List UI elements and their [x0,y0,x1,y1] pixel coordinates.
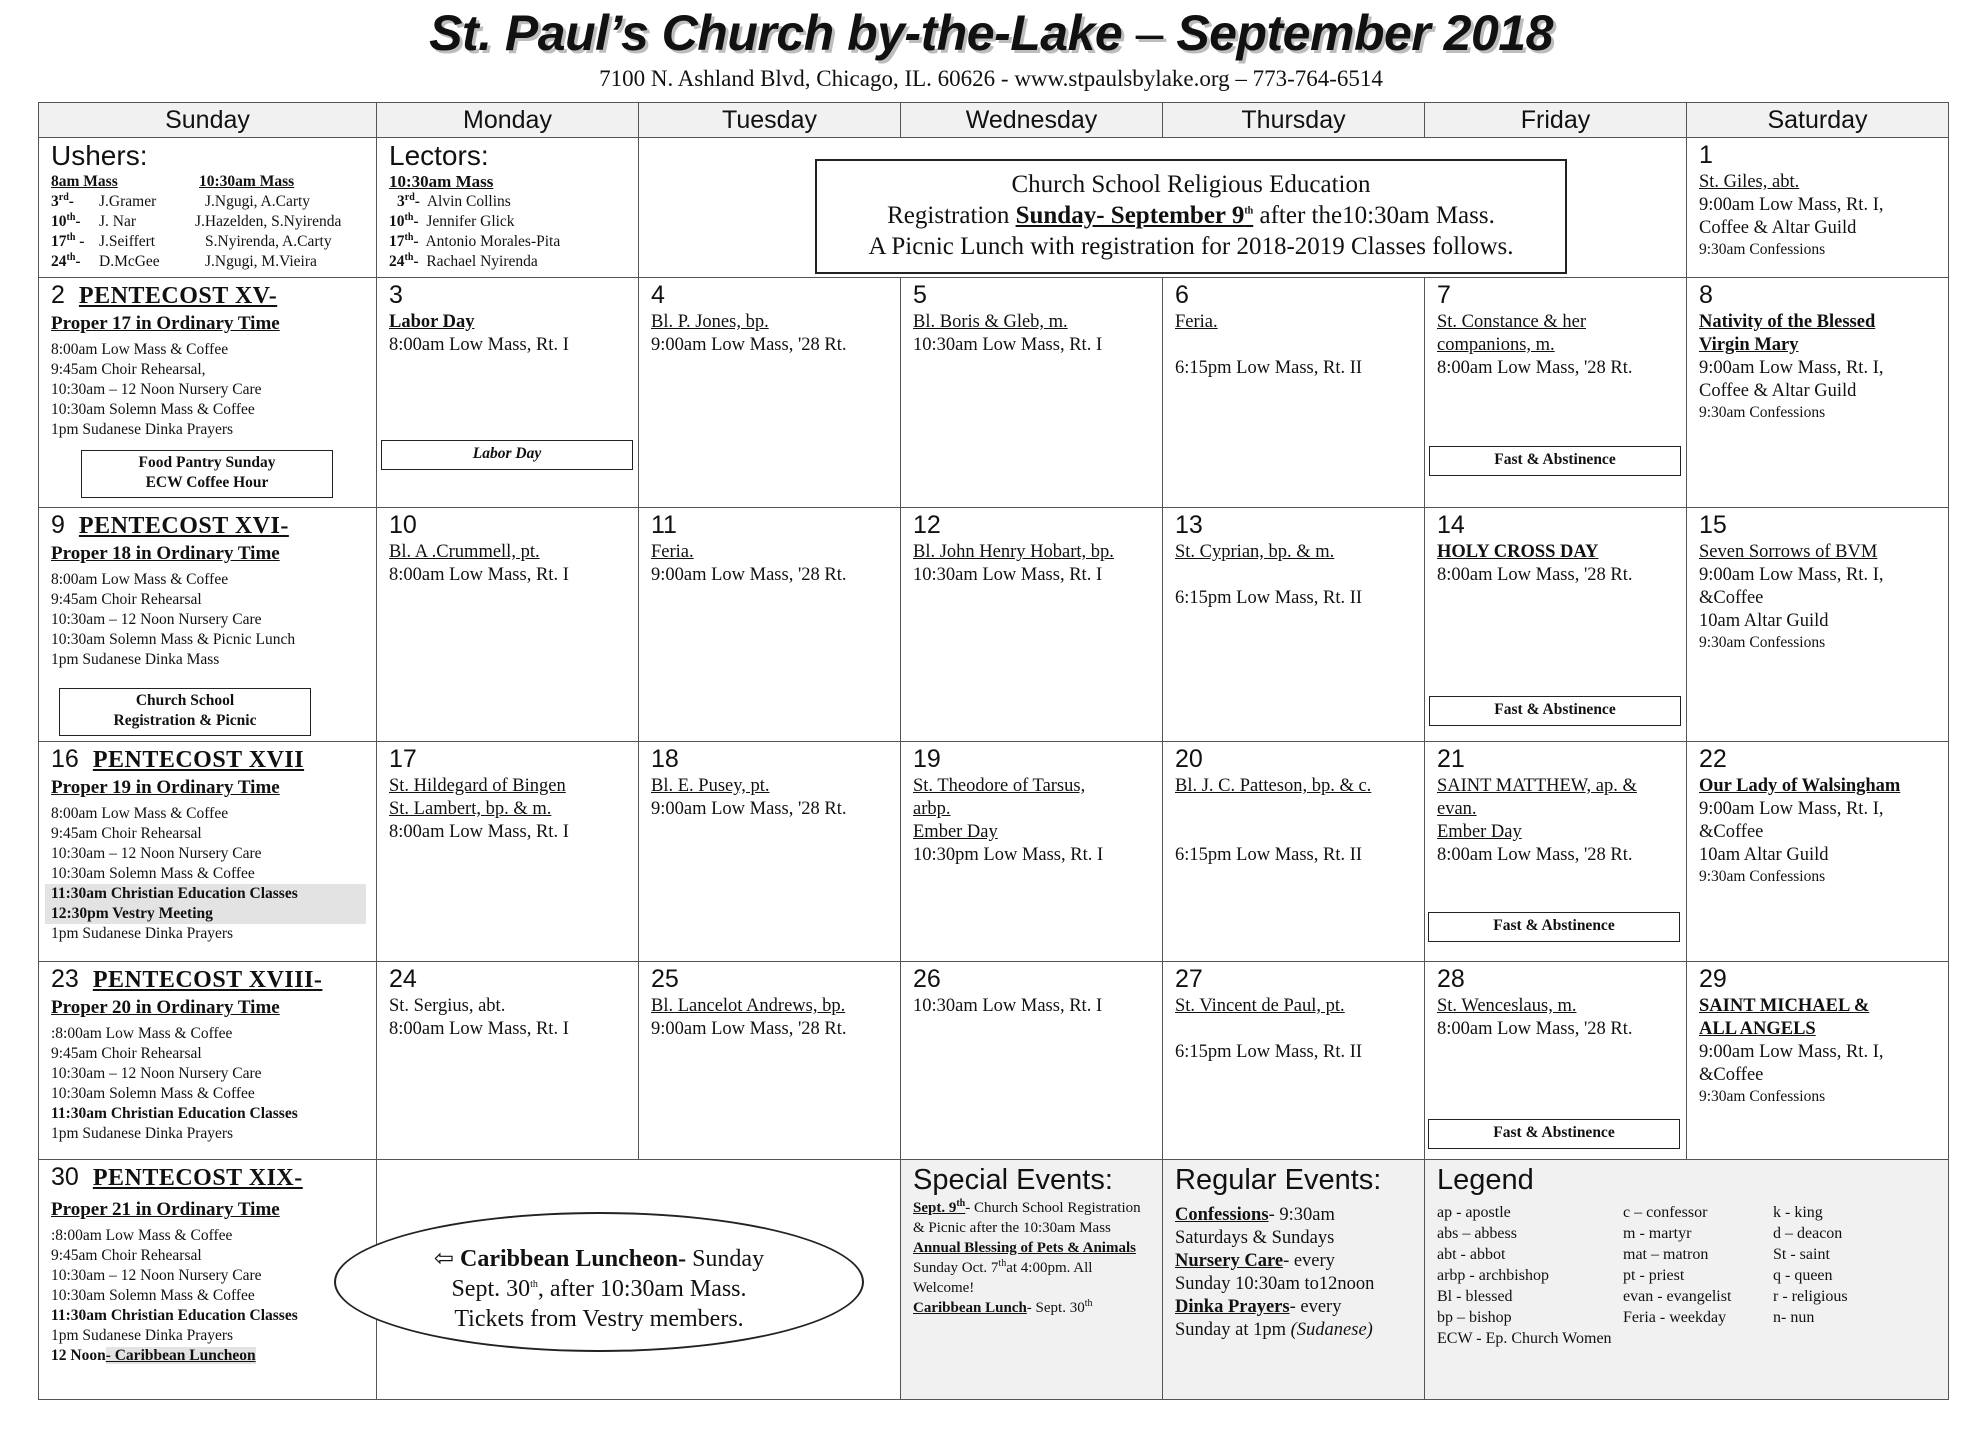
feast-label-cont: evan. [1437,799,1477,819]
regular-event-item-cont: Sunday at 1pm (Sudanese) [1175,1320,1373,1340]
mass-time: 6:15pm Low Mass, Rt. II [1175,588,1363,608]
event-line: 9:45am Choir Rehearsal [51,1247,202,1264]
legend-table [1437,1202,1848,1328]
event-line: 9:45am Choir Rehearsal [51,1045,202,1062]
pentecost-label: PENTECOST XIX- [92,1165,303,1191]
ushers-row: 3rd- J.Gramer J.Ngugi, A.Carty [51,191,311,210]
proper-label: Proper 20 in Ordinary Time [51,997,280,1018]
day-cell-7 [1425,278,1687,508]
day-number: 21 [1437,745,1465,773]
caribbean-line-2: Sept. 30th, after 10:30am Mass. [451,1276,747,1302]
special-event-item: Annual Blessing of Pets & Animals Sunday Oct. 7that 4:00pm. All Welcome! [913,1240,1136,1296]
lectors-row: 24th- Rachael Nyirenda [389,251,538,270]
fast-abstinence-box: Fast & Abstinence [1429,696,1681,726]
ushers-row: 17th - J.Seiffert S.Nyirenda, A.Carty [51,231,332,250]
confessions-line: 9:30am Confessions [1699,241,1826,258]
event-line: :8:00am Low Mass & Coffee [51,1025,233,1042]
event-line: 10:30am – 12 Noon Nursery Care [51,611,262,628]
day-cell-6 [1163,278,1425,508]
mass-time: 6:15pm Low Mass, Rt. II [1175,1042,1363,1062]
day-cell-24 [377,962,639,1160]
page-title [0,4,1982,62]
registration-notice [815,159,1567,274]
highlighted-event: 12:30pm Vestry Meeting [45,904,366,924]
labor-day-box: Labor Day [381,440,633,470]
weekday-header-monday: Monday [377,103,639,138]
feast-label-cont: Virgin Mary [1699,335,1799,355]
event-line: 10am Altar Guild [1699,845,1829,865]
feast-label: Feria. [1175,312,1218,332]
mass-time: 10:30pm Low Mass, Rt. I [913,845,1104,865]
day-cell-12 [901,508,1163,742]
proper-label: Proper 21 in Ordinary Time [51,1199,280,1220]
feast-label: St. Cyprian, bp. & m. [1175,542,1335,562]
day-cell-8 [1687,278,1949,508]
event-line: 1pm Sudanese Dinka Mass [51,651,220,668]
pentecost-label: PENTECOST XVIII- [92,967,323,993]
ember-day-label: Ember Day [1437,822,1522,842]
feast-label: St. Theodore of Tarsus, [913,776,1086,796]
day-cell-23 [39,962,377,1160]
lectors-row: 10th- Jennifer Glick [389,211,515,230]
event-line: 11:30am Christian Education Classes [51,1307,298,1324]
legend-row: bp – bishop Feria - weekday n- nun [1437,1309,1815,1326]
day-number: 23 [51,965,79,993]
pentecost-label: PENTECOST XV- [78,283,278,309]
mass-time: 8:00am Low Mass, '28 Rt. [1437,1019,1633,1039]
registration-line-2: Registration Sunday- September 9th after the10:30am Mass. [887,202,1495,229]
regular-event-item: Dinka Prayers- every [1175,1297,1342,1317]
mass-time: 9:00am Low Mass, '28 Rt. [651,565,847,585]
event-line: 10:30am Solemn Mass & Coffee [51,865,255,882]
registration-line-3: A Picnic Lunch with registration for 2018-2019 Classes follows. [868,233,1514,260]
feast-label-cont: arbp. [913,799,951,819]
event-line: 1pm Sudanese Dinka Prayers [51,1125,234,1142]
event-line: 1pm Sudanese Dinka Prayers [51,1327,234,1344]
day-number: 10 [389,511,417,539]
feast-label: Bl. A .Crummell, pt. [389,542,540,562]
feast-label: Bl. E. Pusey, pt. [651,776,770,796]
day-number: 22 [1699,745,1727,773]
mass-time: 9:00am Low Mass, Rt. I, [1699,799,1884,819]
feast-label-cont: ALL ANGELS [1699,1019,1816,1039]
day-cell-2 [39,278,377,508]
ushers-row: 24th- D.McGee J.Ngugi, M.Vieira [51,251,317,270]
feast-label: St. Wenceslaus, m. [1437,996,1577,1016]
day-cell-26 [901,962,1163,1160]
day-cell-9 [39,508,377,742]
lectors-title: Lectors: [389,140,489,171]
event-line: 9:45am Choir Rehearsal [51,825,202,842]
proper-label: Proper 17 in Ordinary Time [51,313,280,334]
event-line: 10:30am Solemn Mass & Coffee [51,1085,255,1102]
caribbean-luncheon-line: 12 Noon- Caribbean Luncheon [51,1347,256,1364]
event-line: 10:30am – 12 Noon Nursery Care [51,1267,262,1284]
feast-label: St. Hildegard of Bingen [389,776,566,796]
day-cell-3 [377,278,639,508]
ushers-cell [39,138,377,278]
feast-label: Our Lady of Walsingham [1699,776,1901,796]
weekday-header-tuesday: Tuesday [639,103,901,138]
day-number: 14 [1437,511,1465,539]
ushers-title: Ushers: [51,140,148,171]
mass-time: 8:00am Low Mass, '28 Rt. [1437,565,1633,585]
day-cell-19 [901,742,1163,962]
feast-label: Feria. [651,542,694,562]
ushers-1030-head: 10:30am Mass [199,173,295,190]
weekday-header-friday: Friday [1425,103,1687,138]
day-number: 13 [1175,511,1203,539]
feast-label: Nativity of the Blessed [1699,312,1876,332]
day-number: 1 [1699,141,1713,169]
mass-time: 6:15pm Low Mass, Rt. II [1175,358,1363,378]
ember-day-label: Ember Day [913,822,998,842]
lectors-row: 17th- Antonio Morales-Pita [389,231,561,250]
day-cell-4 [639,278,901,508]
day-number: 6 [1175,281,1189,309]
day-number: 9 [51,511,65,539]
day-number: 15 [1699,511,1727,539]
special-event-item: Caribbean Lunch- Sept. 30th [913,1298,1093,1316]
fast-abstinence-box: Fast & Abstinence [1428,912,1680,942]
mass-time: 8:00am Low Mass, Rt. I [389,822,569,842]
day-number: 26 [913,965,941,993]
event-line: 10am Altar Guild [1699,611,1829,631]
regular-event-item-cont: Sunday 10:30am to12noon [1175,1274,1375,1294]
feast-label: Labor Day [389,312,475,332]
day-number: 24 [389,965,417,993]
legend-title: Legend [1437,1164,1534,1196]
mass-time: 8:00am Low Mass, '28 Rt. [1437,845,1633,865]
day-cell-10 [377,508,639,742]
event-line: 8:00am Low Mass & Coffee [51,805,229,822]
day-number: 20 [1175,745,1203,773]
day-number: 4 [651,281,665,309]
day-number: 12 [913,511,941,539]
regular-event-item: Nursery Care- every [1175,1251,1335,1271]
mass-time: 10:30am Low Mass, Rt. I [913,565,1103,585]
event-line: 1pm Sudanese Dinka Prayers [51,421,234,438]
caribbean-luncheon-callout [334,1212,864,1352]
pentecost-label: PENTECOST XVII [92,747,305,773]
event-line: 10:30am – 12 Noon Nursery Care [51,845,262,862]
feast-label: St. Constance & her [1437,312,1587,332]
weekday-header-saturday: Saturday [1687,103,1949,138]
day-cell-1 [1687,138,1949,278]
mass-time: 8:00am Low Mass, Rt. I [389,1019,569,1039]
mass-time: 9:00am Low Mass, Rt. I, [1699,1042,1884,1062]
regular-events-title: Regular Events: [1175,1164,1382,1196]
ushers-table [51,172,341,272]
event-line: &Coffee [1699,822,1764,842]
legend-row: ap - apostle c – confessor k - king [1437,1204,1823,1221]
event-line: &Coffee [1699,1065,1764,1085]
feast-label: Bl. Boris & Gleb, m. [913,312,1068,332]
day-cell-29 [1687,962,1949,1160]
mass-time: 6:15pm Low Mass, Rt. II [1175,845,1363,865]
day-number: 29 [1699,965,1727,993]
special-events-title: Special Events: [913,1164,1113,1196]
title-dash: – [1135,5,1163,61]
day-cell-16 [39,742,377,962]
day-cell-14 [1425,508,1687,742]
mass-time: 8:00am Low Mass, Rt. I [389,565,569,585]
mass-time: 9:00am Low Mass, '28 Rt. [651,335,847,355]
event-line: 9:45am Choir Rehearsal, [51,361,206,378]
event-line: 10:30am – 12 Noon Nursery Care [51,381,262,398]
legend-cell [1425,1160,1949,1400]
proper-label: Proper 18 in Ordinary Time [51,543,280,564]
day-number: 27 [1175,965,1203,993]
legend-row: abt - abbot mat – matron St - saint [1437,1246,1830,1263]
left-arrow-icon: ⇦ [433,1246,455,1272]
feast-label: Bl. J. C. Patteson, bp. & c. [1175,776,1372,796]
legend-footer: ECW - Ep. Church Women [1437,1330,1612,1347]
legend-row: arbp - archbishop pt - priest q - queen [1437,1267,1833,1284]
day-number: 19 [913,745,941,773]
event-line: 8:00am Low Mass & Coffee [51,571,229,588]
church-address: 7100 N. Ashland Blvd, Chicago, IL. 60626 - www.stpaulsbylake.org – 773-764-6514 [599,66,1383,91]
weekday-header-wednesday: Wednesday [901,103,1163,138]
caribbean-line-3: Tickets from Vestry members. [454,1306,744,1332]
day-number: 25 [651,965,679,993]
event-line: 10:30am Solemn Mass & Picnic Lunch [51,631,296,648]
event-line: 11:30am Christian Education Classes [51,1105,298,1122]
mass-time: 8:00am Low Mass, Rt. I [389,335,569,355]
event-line: 10:30am Solemn Mass & Coffee [51,401,255,418]
feast-label: HOLY CROSS DAY [1437,542,1599,562]
registration-line-1: Church School Religious Education [1011,171,1371,198]
proper-label: Proper 19 in Ordinary Time [51,777,280,798]
feast-label: Seven Sorrows of BVM [1699,542,1878,562]
fast-abstinence-box: Fast & Abstinence [1429,446,1681,476]
day-cell-5 [901,278,1163,508]
day-cell-28 [1425,962,1687,1160]
feast-label: St. Vincent de Paul, pt. [1175,996,1345,1016]
day-number: 7 [1437,281,1451,309]
day-cell-13 [1163,508,1425,742]
feast-label-cont: companions, m. [1437,335,1555,355]
mass-time: 9:00am Low Mass, '28 Rt. [651,799,847,819]
feast-label: SAINT MICHAEL & [1699,996,1870,1016]
feast-label-2: St. Lambert, bp. & m. [389,799,552,819]
mass-time: 10:30am Low Mass, Rt. I [913,996,1103,1016]
lectors-cell [377,138,639,278]
day-cell-20 [1163,742,1425,962]
day-cell-15 [1687,508,1949,742]
day-cell-11 [639,508,901,742]
day-number: 2 [51,281,65,309]
event-line: :8:00am Low Mass & Coffee [51,1227,233,1244]
day-cell-17 [377,742,639,962]
feast-label: Bl. Lancelot Andrews, bp. [651,996,846,1016]
confessions-line: 9:30am Confessions [1699,634,1826,651]
special-events-cell [901,1160,1163,1400]
feast-label: SAINT MATTHEW, ap. & [1437,776,1637,796]
event-line: &Coffee [1699,588,1764,608]
lectors-row: 3rd- Alvin Collins [397,191,511,210]
mass-time: 9:00am Low Mass, Rt. I, [1699,195,1884,215]
feast-label: Bl. John Henry Hobart, bp. [913,542,1114,562]
day-cell-30 [39,1160,377,1400]
day-number: 17 [389,745,417,773]
day-number: 30 [51,1163,79,1191]
calendar-grid [38,102,1949,1400]
food-pantry-box: Food Pantry Sunday ECW Coffee Hour [81,450,333,498]
day-number: 11 [651,511,677,539]
mass-time: 8:00am Low Mass, '28 Rt. [1437,358,1633,378]
regular-event-item-cont: Saturdays & Sundays [1175,1228,1335,1248]
legend-row: Bl - blessed evan - evangelist r - religious [1437,1288,1848,1305]
event-line: 1pm Sudanese Dinka Prayers [51,925,234,942]
weekday-header-sunday: Sunday [39,103,377,138]
fast-abstinence-box: Fast & Abstinence [1428,1119,1680,1149]
mass-time: 9:00am Low Mass, Rt. I, [1699,358,1884,378]
event-line: 8:00am Low Mass & Coffee [51,341,229,358]
lectors-head: 10:30am Mass [389,172,494,191]
church-school-box: Church School Registration & Picnic [59,688,311,736]
day-cell-27 [1163,962,1425,1160]
day-number: 3 [389,281,403,309]
weekday-header-thursday: Thursday [1163,103,1425,138]
event-line: Coffee & Altar Guild [1699,218,1857,238]
event-line: Coffee & Altar Guild [1699,381,1857,401]
regular-events-cell [1163,1160,1425,1400]
day-number: 18 [651,745,679,773]
title-month: September 2018 [1176,5,1553,61]
day-cell-22 [1687,742,1949,962]
event-line: 10:30am – 12 Noon Nursery Care [51,1065,262,1082]
title-church-name: St. Paul’s Church by-the-Lake [429,5,1123,61]
day-number: 5 [913,281,927,309]
event-line: 10:30am Solemn Mass & Coffee [51,1287,255,1304]
confessions-line: 9:30am Confessions [1699,1088,1826,1105]
regular-event-item: Confessions- 9:30am [1175,1205,1335,1225]
confessions-line: 9:30am Confessions [1699,868,1826,885]
day-number: 16 [51,745,79,773]
day-cell-21 [1425,742,1687,962]
feast-label: Bl. P. Jones, bp. [651,312,769,332]
special-event-item: Sept. 9th- Church School Registration & Picnic after the 10:30am Mass [913,1198,1141,1236]
mass-time: 9:00am Low Mass, Rt. I, [1699,565,1884,585]
mass-time: 9:00am Low Mass, '28 Rt. [651,1019,847,1039]
day-number: 8 [1699,281,1713,309]
ushers-row: 10th- J. Nar J.Hazelden, S.Nyirenda [51,211,342,230]
confessions-line: 9:30am Confessions [1699,404,1826,421]
ushers-8am-head: 8am Mass [51,173,118,190]
caribbean-line-1: ⇦ Caribbean Luncheon- Sunday [433,1246,765,1272]
day-number: 28 [1437,965,1465,993]
day-cell-25 [639,962,901,1160]
pentecost-label: PENTECOST XVI- [78,513,289,539]
mass-time: 10:30am Low Mass, Rt. I [913,335,1103,355]
feast-label: St. Sergius, abt. [389,996,506,1016]
legend-row: abs – abbess m - martyr d – deacon [1437,1225,1843,1242]
highlighted-event: 11:30am Christian Education Classes [45,884,366,904]
event-line: 9:45am Choir Rehearsal [51,591,202,608]
day-cell-18 [639,742,901,962]
feast-label: St. Giles, abt. [1699,172,1800,192]
